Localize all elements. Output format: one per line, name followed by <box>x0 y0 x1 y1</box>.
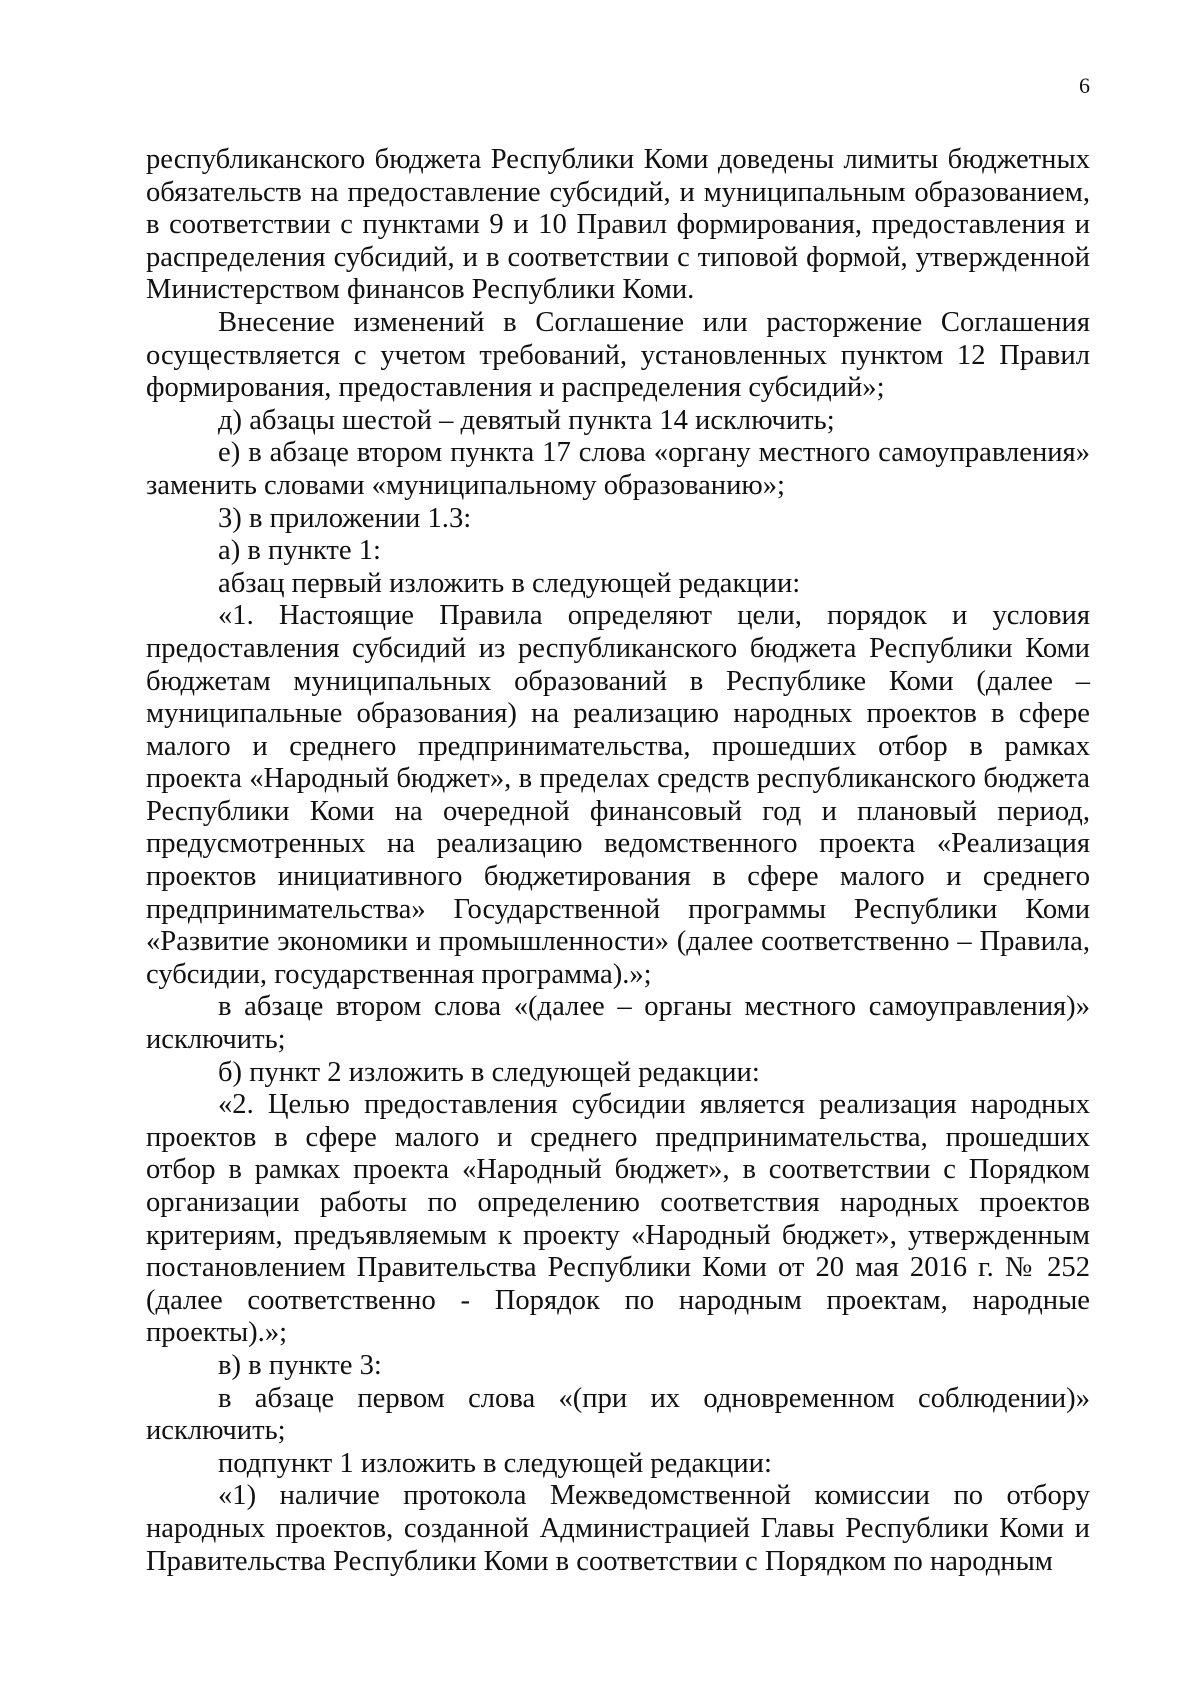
paragraph-item-a: а) в пункте 1: <box>218 535 382 567</box>
paragraph-protocol: «1) наличие протокола Межведомственной комиссии по отбору народных проектов, созданной Администрацией Главы Республики Коми и Правительства Республики Коми в соответствии с Порядком по народным <box>146 1480 1090 1577</box>
page-number: 6 <box>1079 73 1090 98</box>
paragraph-annex-1-3: 3) в приложении 1.3: <box>218 502 472 534</box>
paragraph-item-e: е) в абзаце втором пункта 17 слова «органу местного самоуправления» заменить словами «муниципальному образованию»; <box>146 437 1090 501</box>
paragraph-amendment-agreement: Внесение изменений в Соглашение или расторжение Соглашения осуществляется с учетом требований, установленных пунктом 12 Правил формирования, предоставления и распределения субсидий»; <box>146 306 1090 404</box>
paragraph-item-v: в) в пункте 3: <box>218 1349 382 1381</box>
paragraph-rules-2: «2. Целью предоставления субсидии является реализация народных проектов в сфере малого и среднего предпринимательства, прошедших отбор в рамках проекта «Народный бюджет», в соответствии с Порядком организации работы по определению соответствия народных проектов критериям, предъявляемым к проекту «Народный бюджет», утвержденным постановлением Правительства Республики Коми от 20 мая 2016 г. № 252 (далее соответственно - Порядок по народным проектам, народные проекты).»; <box>146 1089 1090 1349</box>
paragraph-first-abzac-exclude: в абзаце первом слова «(при их одновременном соблюдении)» исключить; <box>146 1382 1090 1447</box>
paragraph-item-b: б) пункт 2 изложить в следующей редакции: <box>218 1056 760 1088</box>
paragraph-continuation: республиканского бюджета Республики Коми доведены лимиты бюджетных обязательств на предоставление субсидий, и муниципальным образованием, в соответствии с пунктами 9 и 10 Правил формирования, предоставления и распределения субсидий, и в соответствии с типовой формой, утвержденной Министерством финансов Республики Коми. <box>146 144 1090 306</box>
document-body <box>146 144 1090 1578</box>
paragraph-first-abzac: абзац первый изложить в следующей редакции: <box>218 567 801 599</box>
paragraph-rules-1: «1. Настоящие Правила определяют цели, порядок и условия предоставления субсидий из республиканского бюджета Республики Коми бюджетам муниципальных образований в Республике Коми (далее – муниципальные образования) на реализацию народных проектов в сфере малого и среднего предпринимательства, прошедших отбор в рамках проекта «Народный бюджет», в пределах средств республиканского бюджета Республики Коми на очередной финансовый год и плановый период, предусмотренных на реализацию ведомственного проекта «Реализация проектов инициативного бюджетирования в сфере малого и среднего предпринимательства» Государственной программы Республики Коми «Развитие экономики и промышленности» (далее соответственно – Правила, субсидии, государственная программа).»; <box>146 600 1090 990</box>
paragraph-item-d: д) абзацы шестой – девятый пункта 14 исключить; <box>218 404 835 436</box>
paragraph-second-abzac: в абзаце втором слова «(далее – органы местного самоуправления)» исключить; <box>146 991 1090 1056</box>
paragraph-subitem-1: подпункт 1 изложить в следующей редакции: <box>218 1447 772 1479</box>
